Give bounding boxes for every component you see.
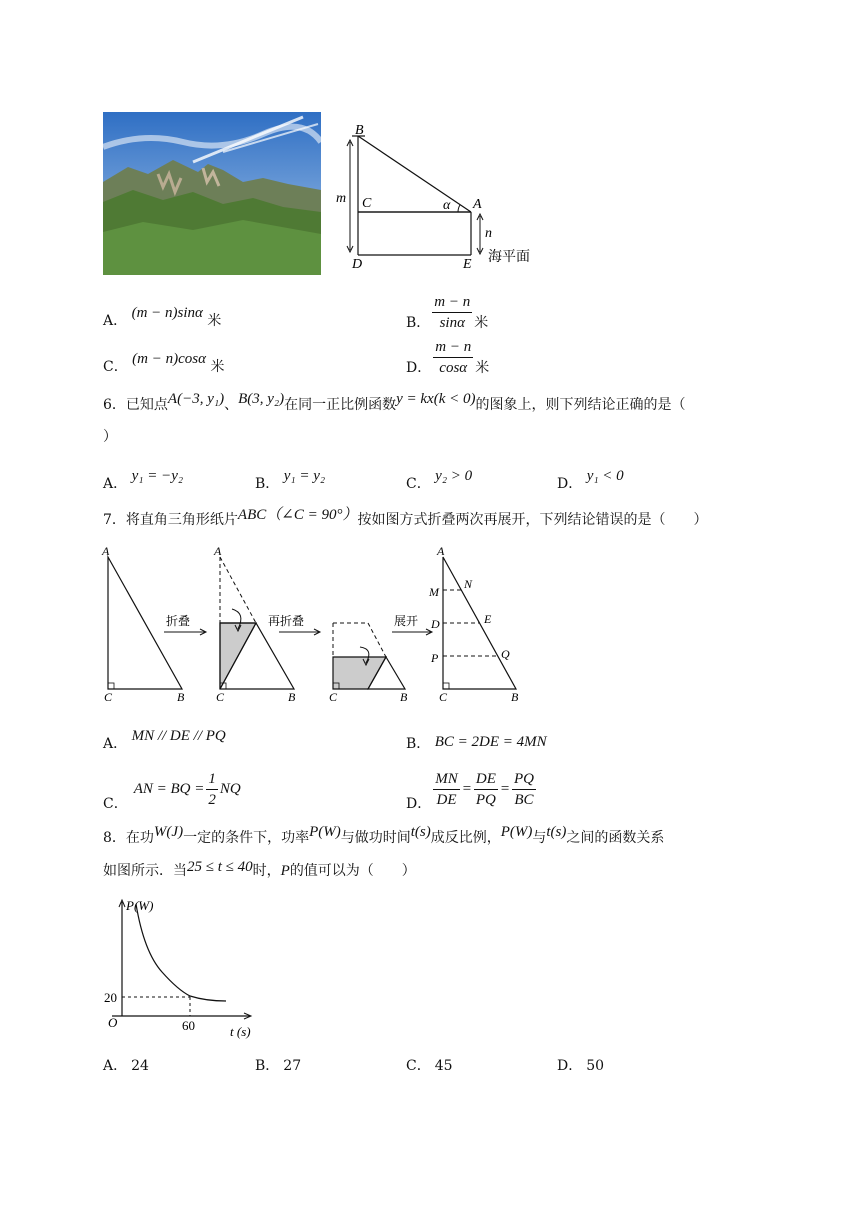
- denominator: sinα: [439, 314, 465, 331]
- numerator: 1: [206, 770, 218, 790]
- label-e: E: [463, 257, 472, 272]
- stem-text: 的值可以为（ ）: [289, 863, 416, 879]
- option-expr: (m − n)cosα: [132, 351, 206, 367]
- q5-option-c[interactable]: [103, 351, 225, 376]
- fig4-label-e: E: [484, 612, 492, 626]
- option-expr: y₂ > 0: [435, 468, 473, 484]
- graph-y-label: P(W): [126, 898, 154, 913]
- option-letter: C．: [103, 796, 128, 812]
- q8-option-c[interactable]: [406, 1057, 453, 1075]
- label-n: n: [485, 226, 492, 241]
- right-angle-condition: （∠C = 90°）: [266, 507, 358, 523]
- fig4-label-m: M: [429, 585, 439, 599]
- option-unit: 米: [475, 360, 490, 376]
- q7-option-b[interactable]: [406, 735, 547, 753]
- option-value: 24: [131, 1058, 149, 1074]
- option-unit: 米: [474, 315, 489, 331]
- fraction: [206, 770, 218, 809]
- option-letter: B．: [255, 1058, 280, 1074]
- folding-diagram: [98, 543, 538, 708]
- option-letter: A．: [103, 313, 128, 329]
- fig2-label-b: B: [288, 690, 296, 704]
- option-letter: A．: [103, 476, 128, 492]
- q8-option-a[interactable]: [103, 1057, 149, 1075]
- fig4-label-c: C: [439, 690, 448, 704]
- numerator: MN: [433, 770, 460, 790]
- q6-option-b[interactable]: [255, 468, 326, 493]
- stem-text: 如图所示．当: [103, 863, 187, 879]
- graph-x-tick: 60: [182, 1018, 195, 1033]
- option-expr: AN = BQ =: [133, 781, 205, 797]
- stem-text: 将直角三角形纸片: [125, 512, 238, 528]
- denominator: DE: [436, 791, 457, 808]
- stem-text: 在同一正比例函数: [284, 397, 397, 413]
- q8-option-d[interactable]: [557, 1057, 604, 1075]
- stem-text: 的图象上，则下列结论正确的是（: [475, 397, 686, 413]
- denominator: cosα: [439, 359, 468, 376]
- fig3-label-b: B: [400, 690, 408, 704]
- label-b: B: [355, 123, 364, 138]
- stem-text: 时，: [252, 863, 281, 879]
- q7-stem: [103, 507, 708, 529]
- point-b: B(3, y₂): [238, 391, 285, 407]
- inverse-proportion-graph: [98, 892, 268, 1042]
- q6-option-d[interactable]: [557, 468, 624, 493]
- numerator: DE: [474, 770, 498, 790]
- fig3-label-c: C: [329, 690, 338, 704]
- fig1-label-a: A: [102, 544, 110, 558]
- fraction: [433, 770, 460, 809]
- graph-x-label: t (s): [230, 1024, 251, 1039]
- power-symbol: P(W): [500, 824, 533, 840]
- option-letter: B．: [406, 315, 431, 331]
- option-letter: B．: [406, 736, 431, 752]
- option-expr: BC = 2DE = 4MN: [434, 734, 547, 750]
- option-unit: 米: [210, 359, 225, 375]
- option-letter: A．: [103, 1058, 128, 1074]
- option-value: 27: [283, 1058, 302, 1074]
- step-fold: 折叠: [166, 614, 191, 628]
- fraction: [433, 338, 473, 377]
- option-letter: D．: [557, 476, 583, 492]
- denominator: PQ: [475, 791, 496, 808]
- stem-text: 按如图方式折叠两次再展开，下列结论错误的是（ ）: [357, 512, 708, 528]
- triangle-name: ABC: [237, 507, 267, 523]
- option-letter: C．: [406, 1058, 431, 1074]
- question-number: 7．: [103, 512, 126, 528]
- stem-text: 、: [224, 397, 239, 413]
- fig1-label-b: B: [177, 690, 185, 704]
- stem-text: 与: [532, 830, 547, 846]
- fig1-label-c: C: [104, 690, 113, 704]
- time-symbol: t(s): [546, 824, 567, 840]
- label-a: A: [473, 197, 482, 212]
- fraction: [474, 770, 498, 809]
- label-sea-level: 海平面: [488, 250, 530, 265]
- q7-option-c[interactable]: [103, 765, 241, 813]
- stem-text: 一定的条件下，功率: [183, 830, 310, 846]
- option-letter: D．: [406, 360, 432, 376]
- option-letter: B．: [255, 476, 280, 492]
- denominator: 2: [208, 791, 216, 808]
- option-expr: y₁ < 0: [586, 468, 624, 484]
- fig4-label-d: D: [431, 617, 440, 631]
- label-d: D: [352, 257, 363, 272]
- numerator: m − n: [432, 293, 472, 313]
- q7-option-a[interactable]: [103, 728, 226, 753]
- q8-stem-line1: [103, 824, 665, 847]
- graph-y-tick: 20: [104, 990, 117, 1005]
- fig4-label-n: N: [464, 577, 473, 591]
- q5-option-d[interactable]: [406, 337, 489, 377]
- paren-close: ）: [103, 429, 117, 445]
- q8-stem-line2: [103, 859, 416, 880]
- work-symbol: W(J): [153, 824, 184, 840]
- power-symbol: P(W): [309, 824, 341, 840]
- q5-option-b[interactable]: [406, 292, 488, 332]
- stem-text: 与做功时间: [340, 830, 411, 846]
- option-value: 45: [434, 1058, 453, 1074]
- numerator: PQ: [512, 770, 536, 790]
- step-fold-again: 再折叠: [268, 614, 305, 628]
- graph-origin: O: [108, 1015, 118, 1030]
- q6-stem: [103, 391, 686, 414]
- mountain-photo: [103, 112, 321, 275]
- p-variable: P: [280, 863, 290, 879]
- q6-option-c[interactable]: [406, 468, 473, 493]
- q8-option-b[interactable]: [255, 1057, 301, 1075]
- option-letter: A．: [103, 736, 128, 752]
- stem-text: 已知点: [125, 397, 168, 413]
- label-m: m: [336, 191, 347, 206]
- option-expr: MN // DE // PQ: [131, 728, 226, 744]
- option-value: 50: [586, 1058, 605, 1074]
- fig4-label-p: P: [431, 651, 439, 665]
- time-symbol: t(s): [410, 824, 431, 840]
- option-expr: (m − n)sinα: [131, 305, 203, 321]
- q5-option-a[interactable]: [103, 305, 222, 330]
- label-alpha: α: [443, 198, 451, 213]
- label-c: C: [362, 196, 372, 211]
- time-range: 25 ≤ t ≤ 40: [187, 859, 253, 875]
- option-letter: D．: [406, 796, 432, 812]
- option-expr: y₁ = y₂: [283, 468, 326, 484]
- fig4-label-a: A: [437, 544, 445, 558]
- elevation-diagram: [330, 122, 560, 272]
- fig4-label-q: Q: [501, 647, 510, 661]
- option-expr: y₁ = −y₂: [131, 468, 184, 484]
- fig2-label-a: A: [214, 544, 222, 558]
- option-expr: NQ: [219, 781, 241, 797]
- option-letter: C．: [406, 476, 431, 492]
- option-unit: 米: [207, 313, 222, 329]
- option-letter: D．: [557, 1058, 583, 1074]
- stem-text: 之间的函数关系: [566, 830, 665, 846]
- question-number: 8．: [103, 830, 126, 846]
- q7-option-d[interactable]: D． $\frac{MN}{DE}$ = $\frac{DE}{PQ}$ = $\frac{PQ}{BC}$: [406, 770, 534, 812]
- function-expr: y = kx(k < 0): [396, 391, 476, 407]
- point-a: A(−3, y₁): [167, 391, 225, 407]
- step-unfold: 展开: [394, 614, 419, 628]
- fraction: [512, 770, 536, 809]
- denominator: BC: [514, 791, 534, 808]
- fraction: [432, 293, 472, 332]
- fig2-label-c: C: [216, 690, 225, 704]
- option-letter: C．: [103, 359, 128, 375]
- stem-text: 成反比例，: [430, 830, 501, 846]
- stem-text: 在功: [125, 830, 154, 846]
- question-number: 6．: [103, 397, 126, 413]
- q6-option-a[interactable]: [103, 468, 184, 493]
- numerator: m − n: [433, 338, 473, 358]
- fig4-label-b: B: [511, 690, 519, 704]
